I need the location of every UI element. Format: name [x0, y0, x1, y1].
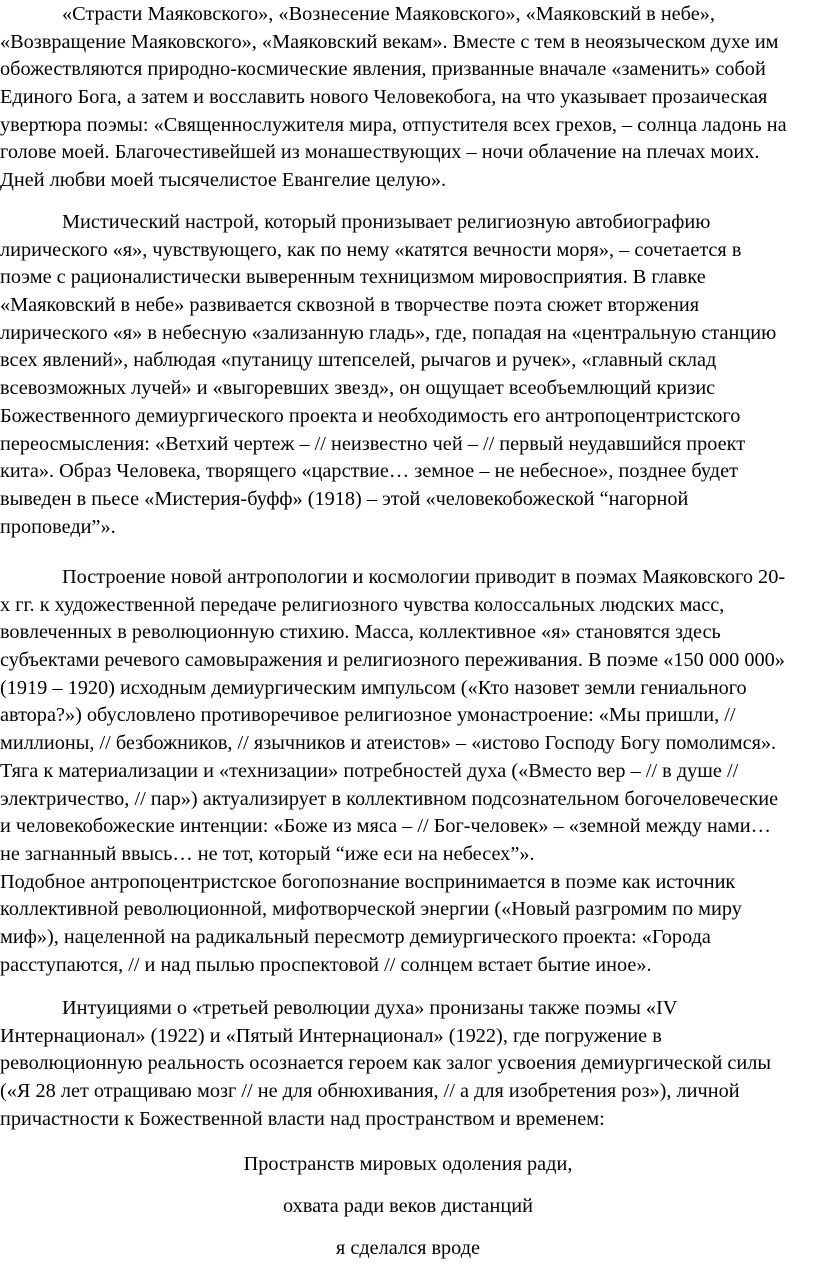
- text-line: всевозможных лучей» и «выгоревших звезд», он ощущает всеобъемлющий кризис: [0, 377, 716, 400]
- text-line: Построение новой антропологии и космологии приводит в поэмах Маяковского 20-: [62, 566, 786, 588]
- poem-quote: [0, 1143, 816, 1269]
- text-line: Интуициями о «третьей революции духа» пронизаны также поэмы «IV: [62, 997, 678, 1019]
- text-line: не загнанный ввысь… не тот, который “иже еси на небесех”».: [0, 842, 535, 865]
- poem-line: Пространств мировых одоления ради,: [243, 1153, 573, 1175]
- text-line: увертюра поэмы: «Священнослужителя мира, отпустителя всех грехов, – солнца ладонь на: [0, 113, 787, 136]
- text-line: коллективной революционной, мифотворческой энергии («Новый разгромим по миру: [0, 898, 742, 921]
- text-line: «Возвращение Маяковского», «Маяковский векам». Вместе с тем в неоязыческом духе им: [0, 30, 779, 53]
- text-line: обожествляются природно-космические явления, призванные вначале «заменить» собой: [0, 58, 766, 81]
- text-line: вовлеченных в революционную стихию. Масса, коллективное «я» становятся здесь: [0, 621, 721, 644]
- text-line: причастности к Божественной власти над пространством и временем:: [0, 1107, 605, 1130]
- text-line: лирического «я» в небесную «зализанную гладь», где, попадая на «центральную станцию: [0, 321, 777, 344]
- text-line: Тяга к материализации и «технизации» потребностей духа («Вместо вер – // в душе //: [0, 759, 739, 782]
- paragraph-4: [0, 995, 816, 1133]
- text-line: х гг. к художественной передаче религиозного чувства колоссальных людских масс,: [0, 593, 725, 616]
- text-line: автора?») обусловлено противоречивое религиозное умонастроение: «Мы пришли, //: [0, 704, 736, 727]
- text-line: кита». Образ Человека, творящего «царствие… земное – не небесное», позднее будет: [0, 460, 738, 483]
- text-line: Интернационал» (1922) и «Пятый Интернационал» (1922), где погружение в: [0, 1024, 662, 1047]
- text-line: проповеди”».: [0, 515, 116, 538]
- text-line: Подобное антропоцентристское богопознание воспринимается в поэме как источник: [0, 870, 736, 893]
- text-line: миллионы, // безбожников, // язычников и атеистов» – «истово Господу Богу помолимся».: [0, 732, 777, 755]
- paragraph-2: [0, 209, 816, 541]
- text-line: поэме с рационалистически выверенным техницизмом мировосприятия. В главке: [0, 266, 706, 289]
- paragraph-3: [0, 564, 816, 979]
- text-line: всех явлений», наблюдая «путаницу штепселей, рычагов и ручек», «главный склад: [0, 349, 717, 372]
- text-line: Мистический настрой, который пронизывает религиозную автобиографию: [62, 211, 711, 233]
- text-line: голове моей. Благочестивейшей из монашествующих – ночи облачение на плечах моих.: [0, 141, 760, 164]
- text-line: и человекобожеские интенции: «Боже из мяса – // Бог-человек» – «земной между нами…: [0, 815, 771, 838]
- text-line: миф»), нацеленной на радикальный пересмотр демиургического проекта: «Города: [0, 925, 711, 948]
- text-line: электричество, // пар») актуализирует в коллективном подсознательном богочеловеческие: [0, 787, 779, 810]
- text-line: Единого Бога, а затем и восславить нового Человекобога, на что указывает прозаическая: [0, 86, 768, 109]
- text-line: Божественного демиургического проекта и необходимость его антропоцентристского: [0, 404, 741, 427]
- text-line: «Страсти Маяковского», «Вознесение Маяковского», «Маяковский в небе»,: [62, 3, 715, 25]
- text-line: лирического «я», чувствующего, как по нему «катятся вечности моря», – сочетается в: [0, 238, 742, 261]
- paragraph-1: [0, 1, 816, 195]
- text-line: «Маяковский в небе» развивается сквозной в творчестве поэта сюжет вторжения: [0, 294, 700, 317]
- text-line: Дней любви моей тысячелистое Евангелие целую».: [0, 169, 447, 192]
- text-line: (1919 – 1920) исходным демиургическим импульсом («Кто назовет земли гениального: [0, 676, 747, 699]
- text-line: выведен в пьесе «Мистерия-буфф» (1918) – этой «человекобожеской “нагорной: [0, 487, 689, 510]
- text-line: («Я 28 лет отращиваю мозг // не для обнюхивания, // а для изобретения роз»), личной: [0, 1080, 740, 1103]
- text-line: переосмысления: «Ветхий чертеж – // неизвестно чей – // первый неудавшийся проект: [0, 432, 746, 455]
- text-line: расступаются, // и над пылью проспектовой // солнцем встает бытие иное».: [0, 953, 652, 976]
- text-line: субъектами речевого самовыражения и религиозного переживания. В поэме «150 000 000»: [0, 649, 785, 672]
- text-line: революционную реальность осознается героем как залог усвоения демиургической силы: [0, 1052, 771, 1075]
- poem-line: я сделался вроде: [335, 1237, 481, 1259]
- poem-line: охвата ради веков дистанций: [283, 1195, 533, 1217]
